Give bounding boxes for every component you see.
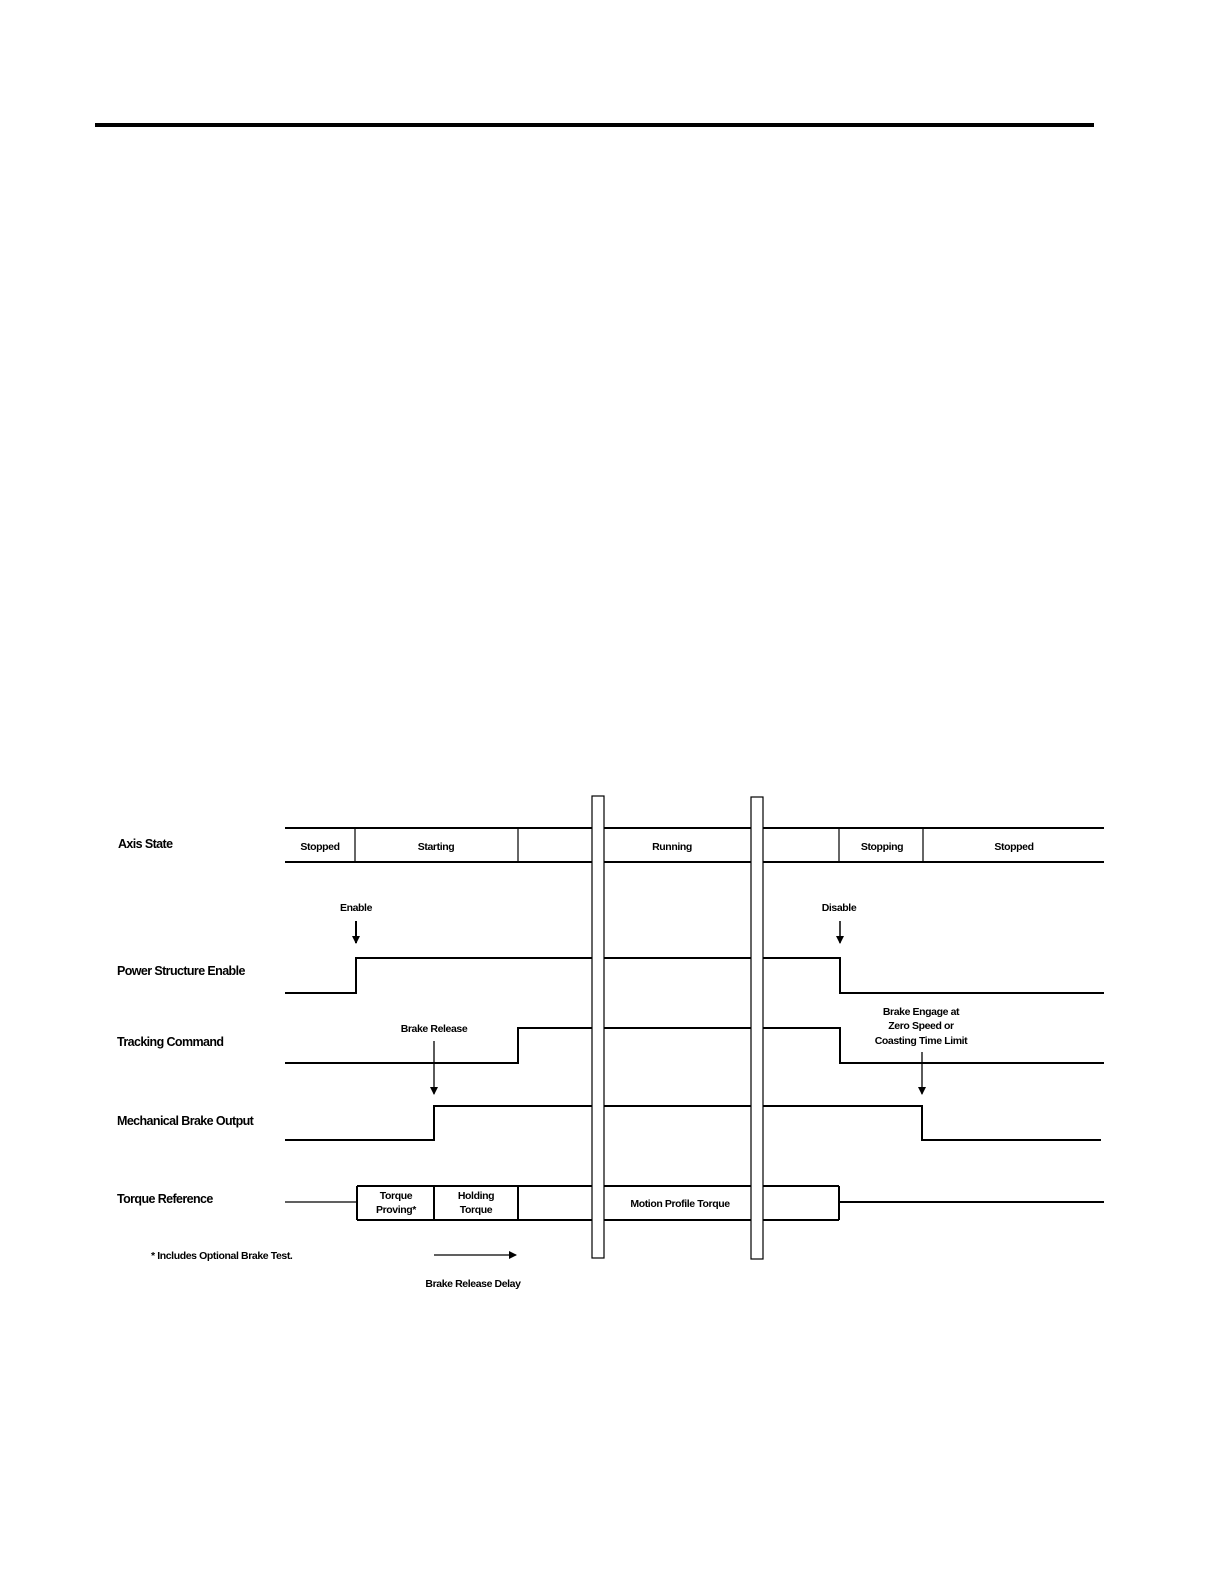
- state-starting: Starting: [417, 841, 455, 853]
- row-label-power-structure-enable: Power Structure Enable: [117, 964, 245, 978]
- event-disable: Disable: [821, 902, 857, 914]
- event-brake-engage-line1: Brake Engage at: [882, 1006, 960, 1018]
- holding-torque-line2: Torque: [459, 1204, 493, 1216]
- row-label-mechanical-brake-output: Mechanical Brake Output: [117, 1114, 254, 1128]
- torque-proving-line1: Torque: [379, 1190, 413, 1202]
- event-brake-engage-line3: Coasting Time Limit: [874, 1035, 968, 1047]
- holding-torque-line1: Holding: [457, 1190, 495, 1202]
- state-running: Running: [652, 841, 692, 853]
- row-label-torque-reference: Torque Reference: [117, 1192, 213, 1206]
- time-break-bar-2: [751, 797, 763, 1259]
- event-brake-engage-line2: Zero Speed or: [888, 1020, 954, 1032]
- event-brake-release: Brake Release: [400, 1023, 468, 1035]
- power-structure-enable-signal: [285, 958, 1104, 993]
- time-break-bar-1: [592, 796, 604, 1258]
- motion-profile-torque: Motion Profile Torque: [630, 1198, 730, 1210]
- row-label-axis-state: Axis State: [118, 837, 173, 851]
- axis-state-bar: [285, 828, 1104, 862]
- event-enable: Enable: [339, 902, 373, 914]
- state-stopped-end: Stopped: [994, 841, 1034, 853]
- torque-proving-line2: Proving*: [376, 1204, 416, 1216]
- row-label-tracking-command: Tracking Command: [117, 1035, 224, 1049]
- mechanical-brake-output-signal: [285, 1106, 1101, 1140]
- brake-release-delay-label: Brake Release Delay: [425, 1278, 521, 1290]
- state-stopped-start: Stopped: [300, 841, 340, 853]
- footnote: * Includes Optional Brake Test.: [151, 1250, 293, 1262]
- state-stopping: Stopping: [860, 841, 904, 853]
